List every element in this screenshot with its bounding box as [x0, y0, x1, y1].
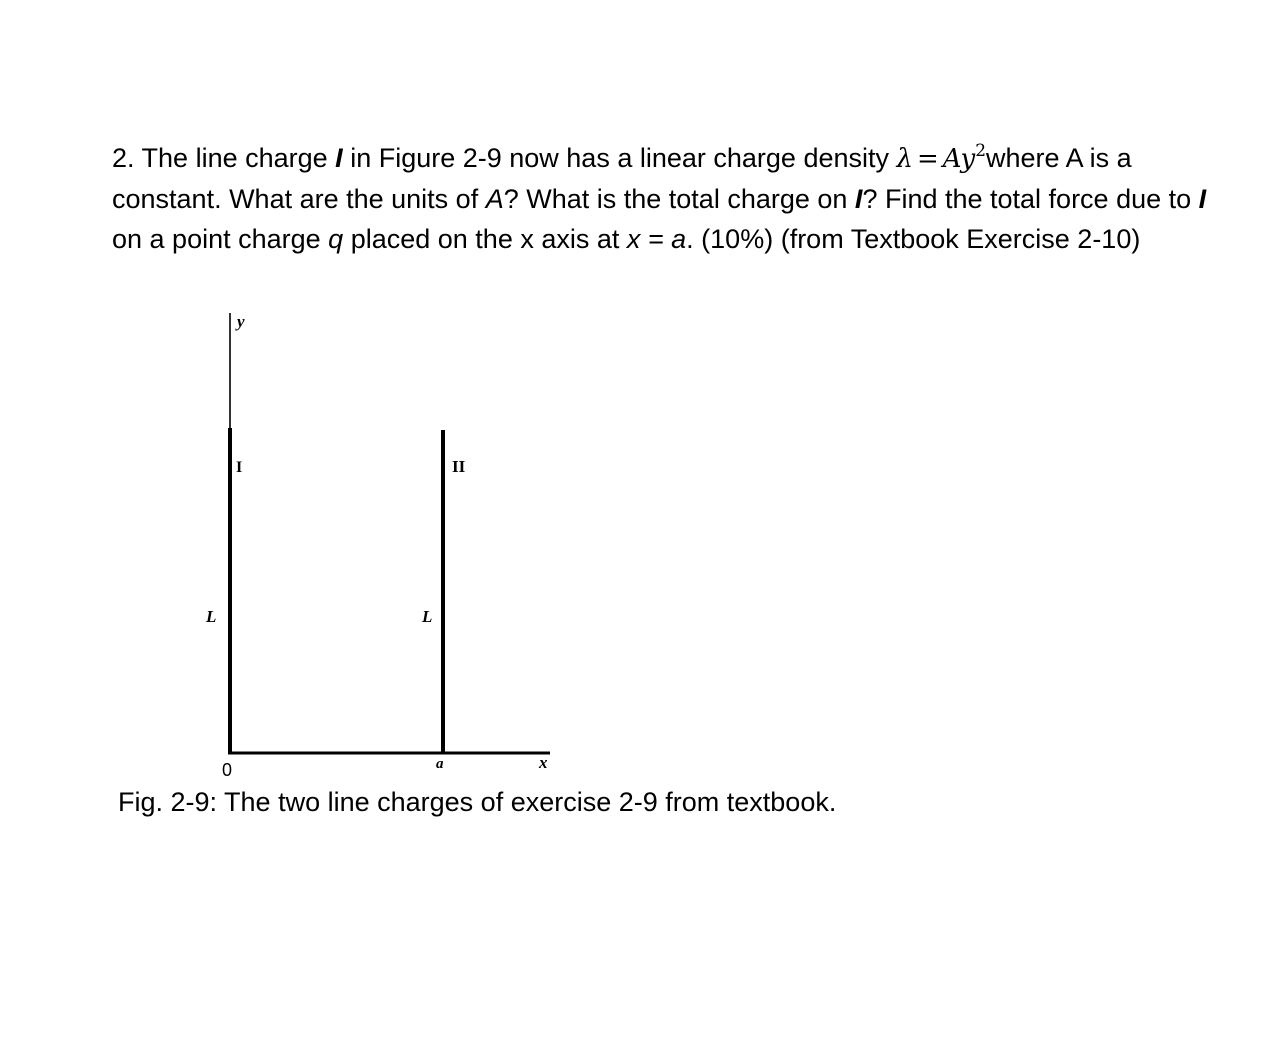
line-charge-label: I: [335, 143, 343, 173]
problem-text-4: ? What is the total charge on: [503, 184, 855, 214]
y-axis-label: y: [237, 312, 245, 331]
problem-text-2: in Figure 2-9 now has a linear charge density: [342, 143, 897, 173]
line-i-label: I: [236, 459, 243, 476]
variable-a: A: [485, 184, 504, 214]
figure-2-9: [190, 300, 570, 790]
line-charge-label-3: I: [1198, 184, 1207, 214]
problem-text-3: where A is a constant. What are the units of: [112, 143, 1132, 214]
a-label: a: [436, 756, 444, 772]
x-axis-label: x: [539, 753, 548, 772]
figure-caption: Fig. 2-9: The two line charges of exercise 2-9 from textbook.: [118, 787, 837, 817]
variable-q: q: [328, 224, 344, 254]
length-label-ii: L: [422, 607, 433, 626]
problem-number: 2.: [112, 143, 135, 173]
problem-text-7: placed on the x axis at: [343, 224, 627, 254]
problem-text-5: ? Find the total force due to: [862, 184, 1199, 214]
problem-text-6: on a point charge: [112, 224, 329, 254]
line-charges-diagram: [190, 300, 570, 790]
line-charge-label-2: I: [854, 184, 863, 214]
problem-text-8: . (10%) (from Textbook Exercise 2-10): [686, 224, 1141, 254]
length-label-i: L: [206, 607, 217, 626]
lambda-symbol: λ: [896, 144, 913, 174]
problem-statement: [112, 138, 1222, 259]
formula-rhs: Ay: [942, 144, 976, 174]
origin-label: 0: [222, 760, 233, 780]
formula-exponent: 2: [975, 141, 987, 161]
problem-text-1: The line charge: [134, 143, 336, 173]
line-ii-label: II: [452, 457, 466, 476]
equals-sign: =: [916, 144, 939, 174]
charge-density-formula: [896, 141, 987, 174]
position-expression: x = a: [626, 224, 687, 254]
